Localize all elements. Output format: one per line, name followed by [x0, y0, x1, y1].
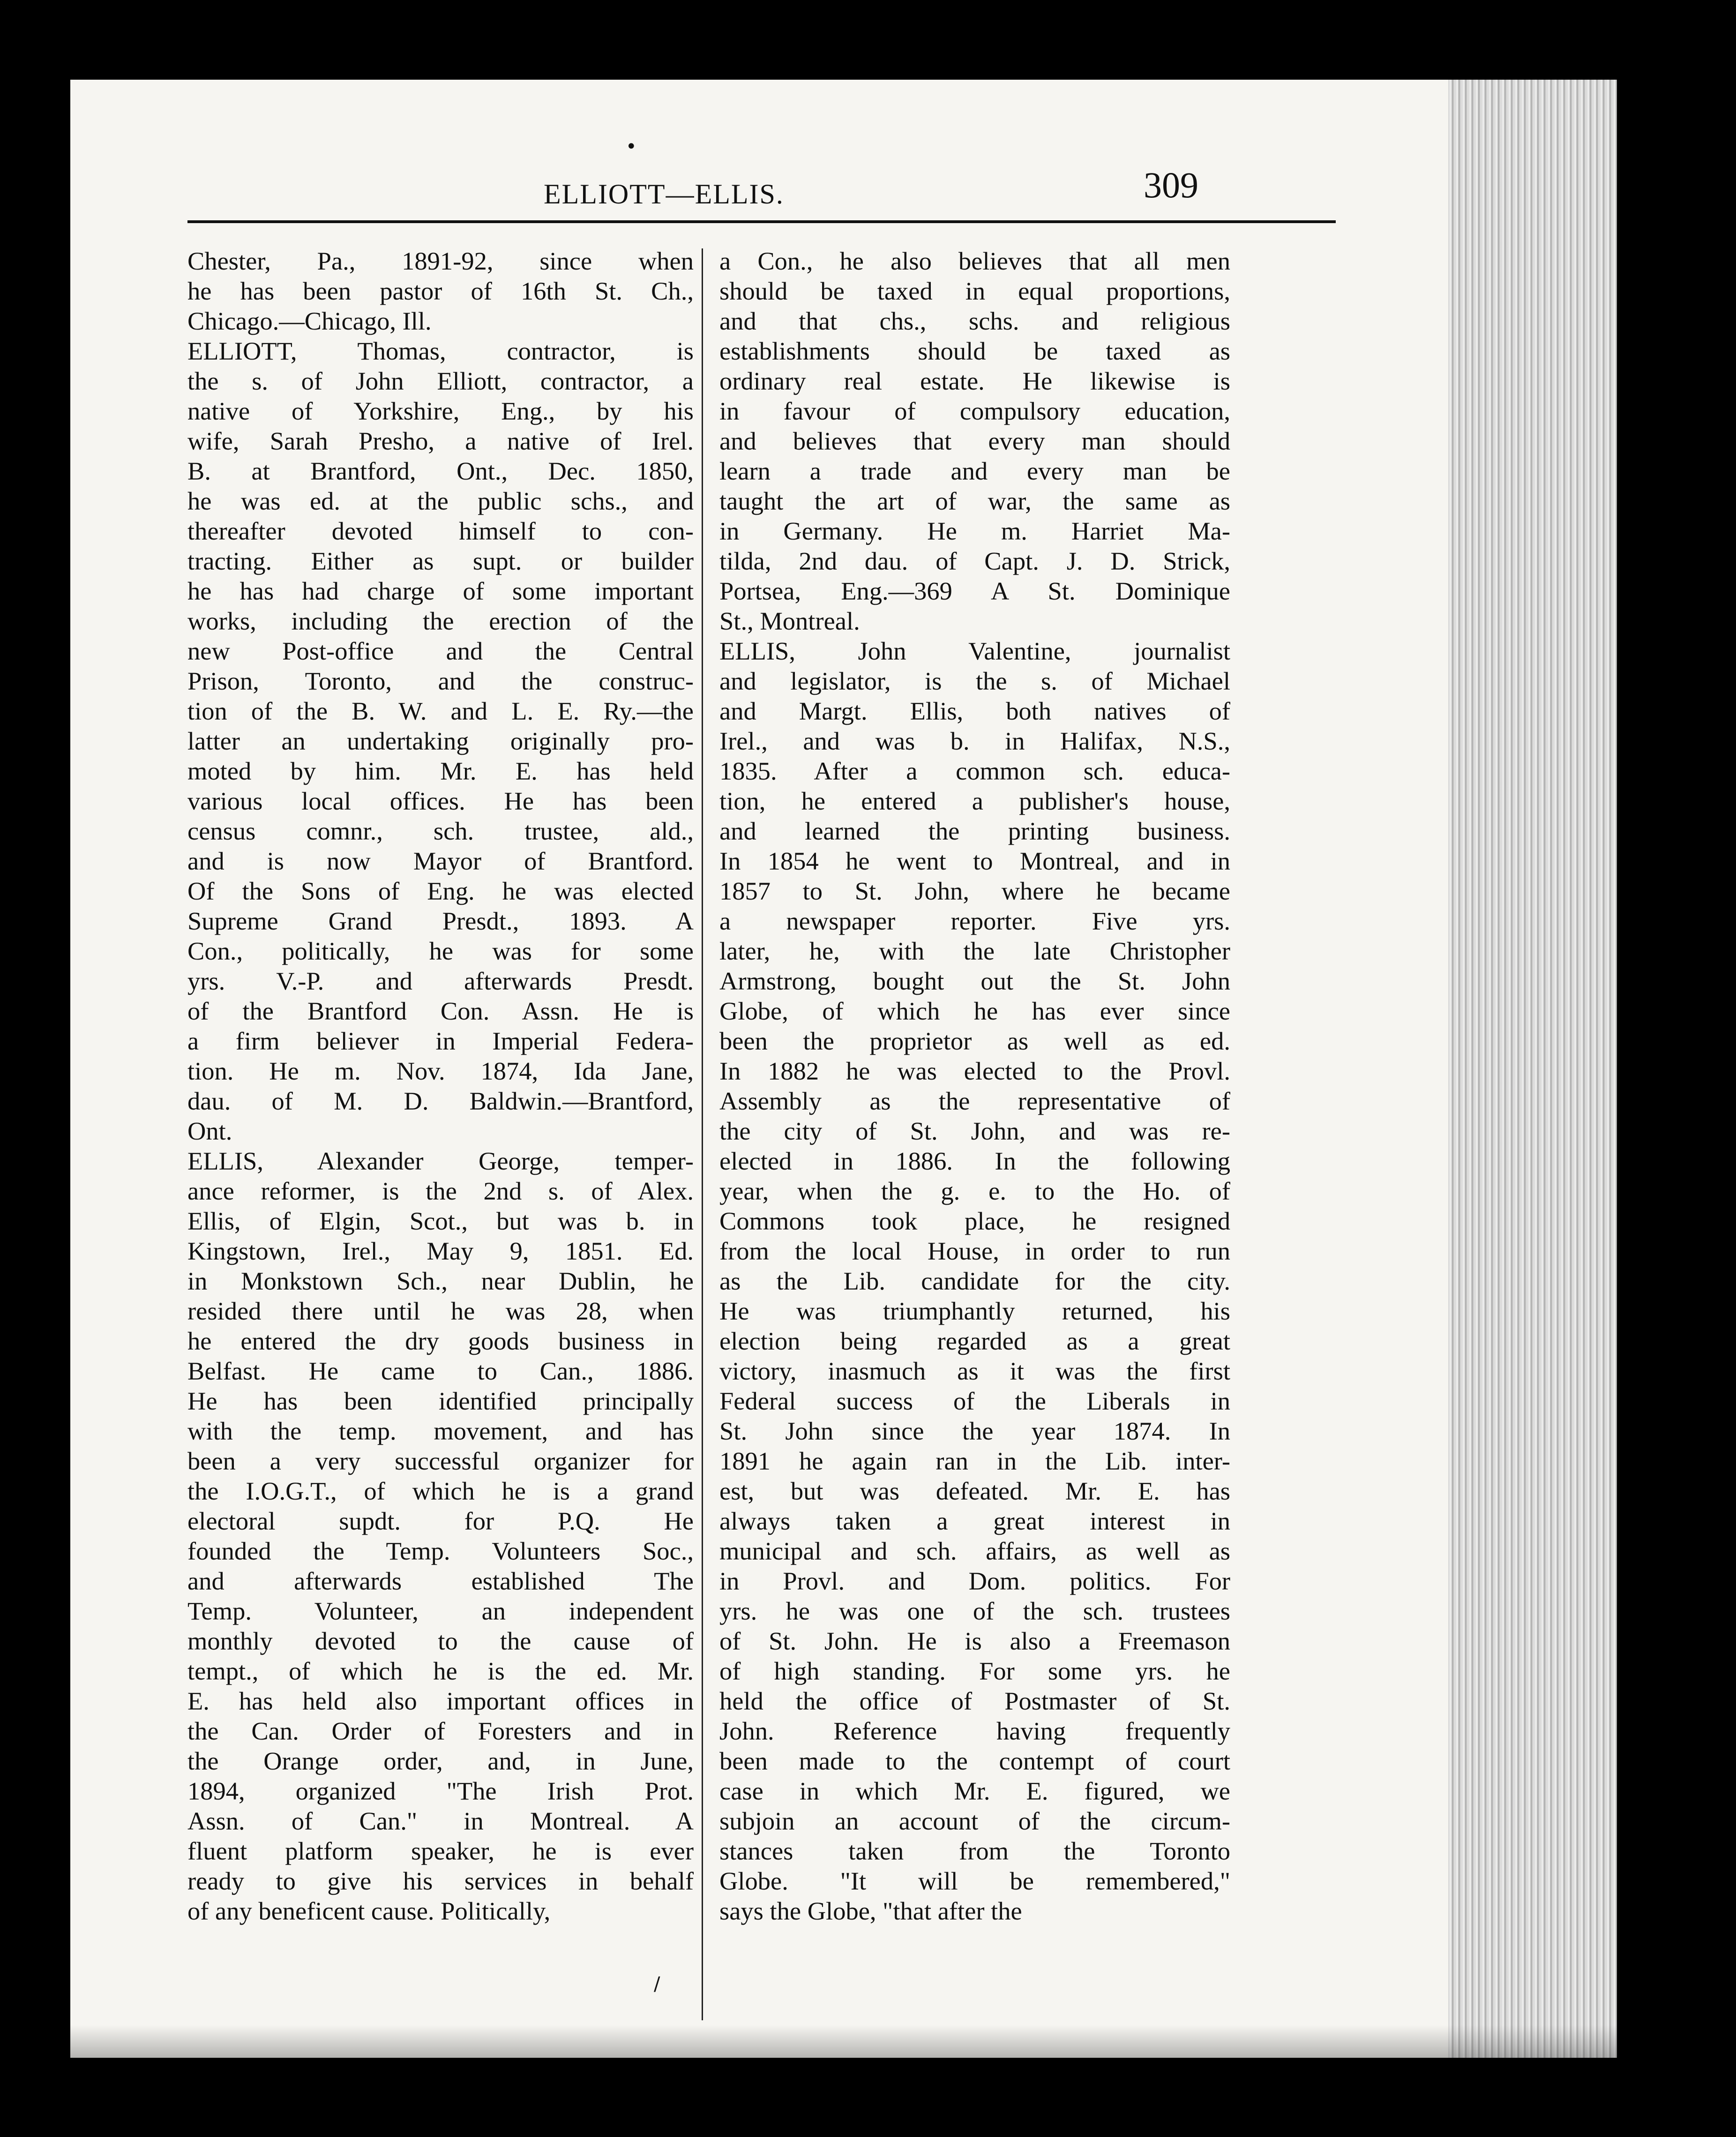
- text-line: new Post-office and the Central: [187, 637, 694, 665]
- text-line: Con., politically, he was for some: [187, 937, 694, 965]
- text-line: election being regarded as a great: [719, 1327, 1230, 1355]
- text-line: various local offices. He has been: [187, 787, 694, 815]
- text-line: tion, he entered a publisher's house,: [719, 787, 1230, 815]
- text-line: tempt., of which he is the ed. Mr.: [187, 1657, 694, 1685]
- text-line: he has had charge of some important: [187, 577, 694, 605]
- text-line: Commons took place, he resigned: [719, 1207, 1230, 1235]
- text-line: held the office of Postmaster of St.: [719, 1687, 1230, 1715]
- text-line: and learned the printing business.: [719, 817, 1230, 845]
- text-line: monthly devoted to the cause of: [187, 1627, 694, 1655]
- text-line: tilda, 2nd dau. of Capt. J. D. Strick,: [719, 547, 1230, 575]
- text-line: 1835. After a common sch. educa-: [719, 757, 1230, 785]
- text-line: Armstrong, bought out the St. John: [719, 967, 1230, 995]
- text-line: the Orange order, and, in June,: [187, 1747, 694, 1775]
- text-line: been the proprietor as well as ed.: [719, 1027, 1230, 1055]
- left-column: [187, 246, 694, 1926]
- text-line: works, including the erection of the: [187, 607, 694, 635]
- text-line: Portsea, Eng.—369 A St. Dominique: [719, 577, 1230, 605]
- text-line: victory, inasmuch as it was the first: [719, 1357, 1230, 1385]
- text-line: and legislator, is the s. of Michael: [719, 667, 1230, 695]
- text-line: founded the Temp. Volunteers Soc.,: [187, 1537, 694, 1565]
- text-line: tion. He m. Nov. 1874, Ida Jane,: [187, 1057, 694, 1085]
- text-line: in Provl. and Dom. politics. For: [719, 1567, 1230, 1595]
- text-line: and is now Mayor of Brantford.: [187, 847, 694, 875]
- text-line: Ont.: [187, 1117, 232, 1145]
- page-edge-bottom: [70, 2025, 1617, 2058]
- text-line: stances taken from the Toronto: [719, 1837, 1230, 1865]
- text-line: and believes that every man should: [719, 427, 1230, 455]
- page-edge-right: [1448, 80, 1617, 2058]
- text-line: ready to give his services in behalf: [187, 1867, 694, 1895]
- text-line: John. Reference having frequently: [719, 1717, 1230, 1745]
- text-line: B. at Brantford, Ont., Dec. 1850,: [187, 457, 694, 485]
- text-line: 1857 to St. John, where he became: [719, 877, 1230, 905]
- text-line: E. has held also important offices in: [187, 1687, 694, 1715]
- text-line: He has been identified principally: [187, 1387, 694, 1415]
- text-line: should be taxed in equal proportions,: [719, 277, 1230, 305]
- text-line: resided there until he was 28, when: [187, 1297, 694, 1325]
- text-line: in Germany. He m. Harriet Ma-: [719, 517, 1230, 545]
- text-line: 1894, organized "The Irish Prot.: [187, 1777, 694, 1805]
- text-line: and afterwards established The: [187, 1567, 694, 1595]
- text-line: dau. of M. D. Baldwin.—Brantford,: [187, 1087, 694, 1115]
- text-line: of the Brantford Con. Assn. He is: [187, 997, 694, 1025]
- text-line: of any beneficent cause. Politically,: [187, 1897, 551, 1925]
- text-line: as the Lib. candidate for the city.: [719, 1267, 1230, 1295]
- text-line: taught the art of war, the same as: [719, 487, 1230, 515]
- text-line: and that chs., schs. and religious: [719, 307, 1230, 335]
- text-line: native of Yorkshire, Eng., by his: [187, 397, 694, 425]
- text-line: ordinary real estate. He likewise is: [719, 367, 1230, 395]
- right-column: [719, 246, 1230, 1926]
- text-line: Irel., and was b. in Halifax, N.S.,: [719, 727, 1230, 755]
- text-line: ance reformer, is the 2nd s. of Alex.: [187, 1177, 694, 1205]
- text-line: the s. of John Elliott, contractor, a: [187, 367, 694, 395]
- text-line: tion of the B. W. and L. E. Ry.—the: [187, 697, 694, 725]
- text-line: learn a trade and every man be: [719, 457, 1230, 485]
- text-line: been made to the contempt of court: [719, 1747, 1230, 1775]
- text-line: with the temp. movement, and has: [187, 1417, 694, 1445]
- text-line: moted by him. Mr. E. has held: [187, 757, 694, 785]
- page-number: 309: [1144, 165, 1198, 205]
- text-line: year, when the g. e. to the Ho. of: [719, 1177, 1230, 1205]
- text-line: He was triumphantly returned, his: [719, 1297, 1230, 1325]
- text-line: Prison, Toronto, and the construc-: [187, 667, 694, 695]
- text-line: Globe. "It will be remembered,": [719, 1867, 1230, 1895]
- text-line: the city of St. John, and was re-: [719, 1117, 1230, 1145]
- text-line: from the local House, in order to run: [719, 1237, 1230, 1265]
- text-line: a Con., he also believes that all men: [719, 247, 1230, 275]
- text-line: In 1882 he was elected to the Provl.: [719, 1057, 1230, 1085]
- text-line: In 1854 he went to Montreal, and in: [719, 847, 1230, 875]
- text-line: thereafter devoted himself to con-: [187, 517, 694, 545]
- text-line: fluent platform speaker, he is ever: [187, 1837, 694, 1865]
- text-line: and Margt. Ellis, both natives of: [719, 697, 1230, 725]
- text-line: the Can. Order of Foresters and in: [187, 1717, 694, 1745]
- text-line: wife, Sarah Presho, a native of Irel.: [187, 427, 694, 455]
- text-line: Kingstown, Irel., May 9, 1851. Ed.: [187, 1237, 694, 1265]
- text-line: Federal success of the Liberals in: [719, 1387, 1230, 1415]
- stray-dot: •: [626, 136, 637, 157]
- text-line: latter an undertaking originally pro-: [187, 727, 694, 755]
- running-head: ELLIOTT—ELLIS.: [544, 179, 784, 210]
- text-line: a newspaper reporter. Five yrs.: [719, 907, 1230, 935]
- text-line: St. John since the year 1874. In: [719, 1417, 1230, 1445]
- text-line: Ellis, of Elgin, Scot., but was b. in: [187, 1207, 694, 1235]
- text-line: been a very successful organizer for: [187, 1447, 694, 1475]
- stray-mark: /: [654, 1973, 660, 1995]
- text-line: municipal and sch. affairs, as well as: [719, 1537, 1230, 1565]
- text-line: Temp. Volunteer, an independent: [187, 1597, 694, 1625]
- text-line: yrs. he was one of the sch. trustees: [719, 1597, 1230, 1625]
- text-line: St., Montreal.: [719, 607, 860, 635]
- column-divider: [702, 248, 703, 2020]
- text-line: of St. John. He is also a Freemason: [719, 1627, 1230, 1655]
- text-line: says the Globe, "that after the: [719, 1897, 1022, 1925]
- text-line: ELLIOTT, Thomas, contractor, is: [187, 337, 694, 365]
- text-line: Assembly as the representative of: [719, 1087, 1230, 1115]
- text-line: the I.O.G.T., of which he is a grand: [187, 1477, 694, 1505]
- text-line: in Monkstown Sch., near Dublin, he: [187, 1267, 694, 1295]
- book-page: [70, 80, 1617, 2058]
- text-line: in favour of compulsory education,: [719, 397, 1230, 425]
- text-line: Assn. of Can." in Montreal. A: [187, 1807, 694, 1835]
- text-line: ELLIS, Alexander George, temper-: [187, 1147, 694, 1175]
- text-line: census comnr., sch. trustee, ald.,: [187, 817, 694, 845]
- text-line: electoral supdt. for P.Q. He: [187, 1507, 694, 1535]
- text-line: he entered the dry goods business in: [187, 1327, 694, 1355]
- text-line: 1891 he again ran in the Lib. inter-: [719, 1447, 1230, 1475]
- header-rule: [187, 220, 1336, 223]
- text-line: elected in 1886. In the following: [719, 1147, 1230, 1175]
- text-line: he was ed. at the public schs., and: [187, 487, 694, 515]
- text-line: est, but was defeated. Mr. E. has: [719, 1477, 1230, 1505]
- text-line: establishments should be taxed as: [719, 337, 1230, 365]
- text-line: ELLIS, John Valentine, journalist: [719, 637, 1230, 665]
- text-line: tracting. Either as supt. or builder: [187, 547, 694, 575]
- text-line: of high standing. For some yrs. he: [719, 1657, 1230, 1685]
- text-line: Chester, Pa., 1891-92, since when: [187, 247, 694, 275]
- text-line: always taken a great interest in: [719, 1507, 1230, 1535]
- text-line: he has been pastor of 16th St. Ch.,: [187, 277, 694, 305]
- text-line: Globe, of which he has ever since: [719, 997, 1230, 1025]
- text-line: a firm believer in Imperial Federa-: [187, 1027, 694, 1055]
- text-line: yrs. V.-P. and afterwards Presdt.: [187, 967, 694, 995]
- text-line: Supreme Grand Presdt., 1893. A: [187, 907, 694, 935]
- text-line: Of the Sons of Eng. he was elected: [187, 877, 694, 905]
- text-line: subjoin an account of the circum-: [719, 1807, 1230, 1835]
- text-line: case in which Mr. E. figured, we: [719, 1777, 1230, 1805]
- text-line: Belfast. He came to Can., 1886.: [187, 1357, 694, 1385]
- text-line: later, he, with the late Christopher: [719, 937, 1230, 965]
- text-line: Chicago.—Chicago, Ill.: [187, 307, 432, 335]
